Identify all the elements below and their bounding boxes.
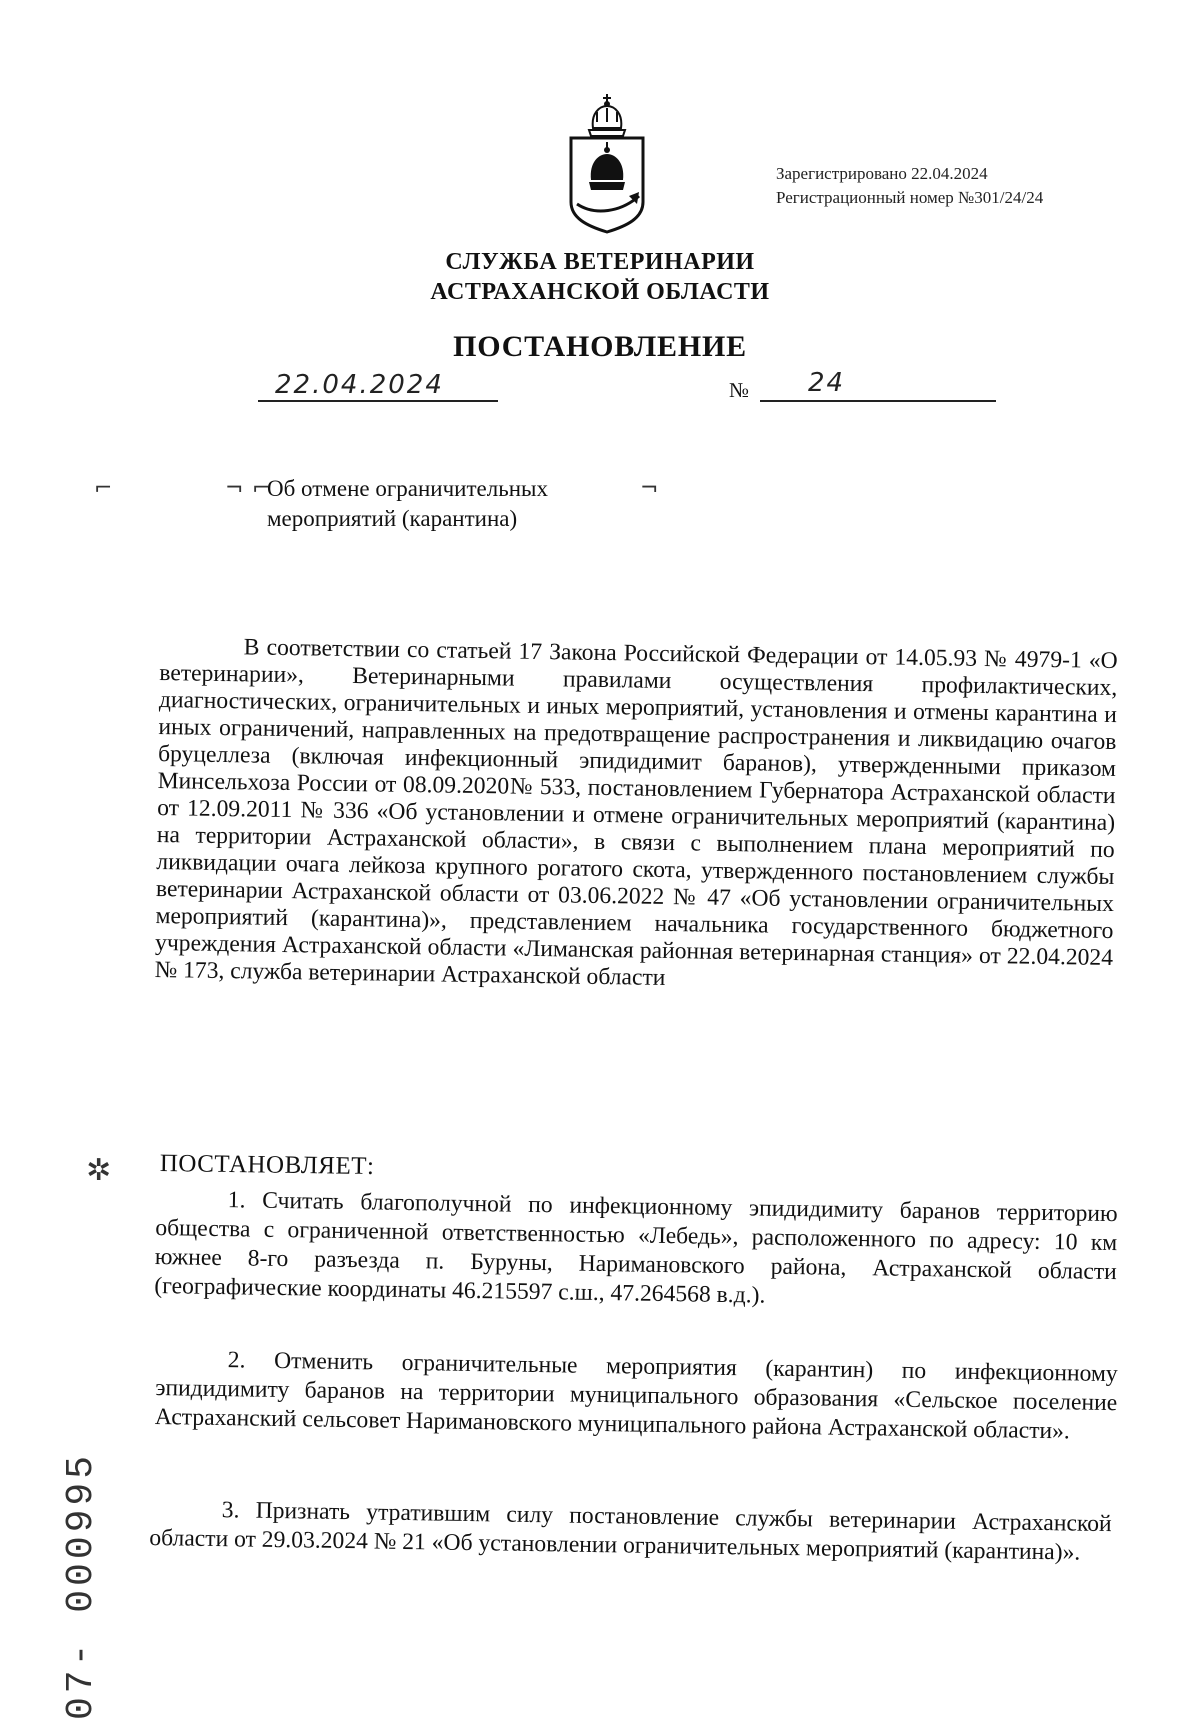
bracket-corner-icon: ¬ [225,476,244,501]
organization-name-line1: СЛУЖБА ВЕТЕРИНАРИИ [445,249,755,275]
document-type-title: ПОСТАНОВЛЕНИЕ [453,330,747,363]
document-number: 24 [808,368,846,398]
margin-mark-icon: ✲ [86,1153,112,1188]
registration-date: Зарегистрировано 22.04.2024 [776,164,988,183]
resolution-item: 3. Признать утратившим силу постановление службы ветеринарии Астраханской области от 29.03.2024 № 21 «Об установлении ограничительных мероприятий (карантина)». [149,1497,1112,1566]
resolution-item: 1. Считать благополучной по инфекционному эпидидимиту баранов территорию общества с ограниченной ответственностью «Лебедь», расположенного по адресу: 10 км южнее 8-го разъезда п. Буруны, Наримановского района, Астраханской области (географические координаты 46.215597 с.ш., 47.264568 в.д.). [154,1187,1118,1309]
coat-of-arms-icon [565,92,649,234]
date-underline [258,400,498,402]
subject-line1: Об отмене ограничительных [267,476,548,501]
bracket-corner-icon: ¬ [640,476,659,501]
bracket-corner-icon: ⌐ [252,476,271,501]
bracket-corner-icon: ⌐ [94,476,113,501]
preamble-paragraph: В соответствии со статьей 17 Закона Российской Федерации от 14.05.93 № 4979-1 «О ветеринарии», Ветеринарными правилами осуществления профилактических, диагностических, ограничительных и иных мероприятий, установления и отмены карантина и иных ограничений, направленных на предотвращение распространения и ликвидацию очагов бруцеллеза (включая инфекционный эпидидимит баранов), утвержденными приказом Минсельхоза России от 08.09.2020№ 533, постановлением Губернатора Астраханской области от 12.09.2011 № 336 «Об установлении и отмене ограничительных мероприятий (карантина) на территории Астраханской области», в связи с выполнением плана мероприятий по ликвидации очага лейкоза крупного рогатого скота, утвержденного постановлением службы ветеринарии Астраханской области от 03.06.2022 № 47 «Об установлении ограничительных мероприятий (карантина)», представлением начальника государственного бюджетного учреждения Астраханской области «Лиманская районная ветеринарная станция» от 22.04.2024 № 173, служба ветеринарии Астраханской области [154,634,1118,991]
document-date: 22.04.2024 [275,370,444,400]
organization-name-line2: АСТРАХАНСКОЙ ОБЛАСТИ [430,279,770,305]
registration-number: Регистрационный номер №301/24/24 [776,188,1044,207]
subject-line2: мероприятий (карантина) [267,506,518,531]
number-sign: № [729,378,750,402]
resolution-item: 2. Отменить ограничительные мероприятия (карантин) по инфекционному эпидидимиту баранов на территории муниципального образования «Сельское поселение Астраханский сельсовет Наримановского муниципального района Астраханской области». [154,1347,1118,1445]
number-underline [760,400,996,402]
resolves-heading: ПОСТАНОВЛЯЕТ: [159,1150,375,1180]
margin-stamp-number: 07- 000995 [60,1451,103,1720]
